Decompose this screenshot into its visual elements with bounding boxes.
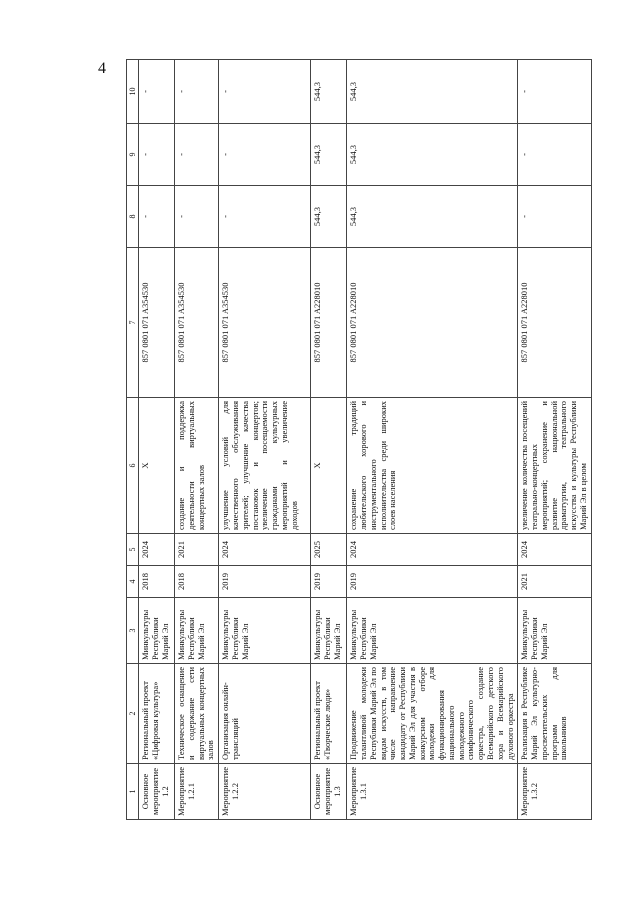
column-header: 5 bbox=[127, 534, 139, 566]
page-number: 4 bbox=[98, 60, 106, 77]
cell-code: Мероприятие 1.2.2 bbox=[219, 764, 311, 820]
cell-result: улучшение условий для качественного обслуживания зрителей; улучшение качества постановок и концертов; увеличение посещаемости гражданами культурных мероприятий и увеличение доходов bbox=[219, 398, 311, 534]
cell-code: Основное мероприятие 1.2 bbox=[139, 764, 175, 820]
cell-end-year: 2024 bbox=[518, 534, 591, 566]
cell-executor: Минкультуры Республики Марий Эл bbox=[175, 598, 219, 664]
rotated-page bbox=[126, 60, 588, 820]
cell-executor: Минкультуры Республики Марий Эл bbox=[347, 598, 518, 664]
table-row bbox=[347, 60, 518, 820]
cell-result: сохранение традиций любительского хорового и инструментального исполнительства среди широких слоев населения bbox=[347, 398, 518, 534]
cell-funding: - bbox=[175, 124, 219, 186]
cell-funding: 544,3 bbox=[347, 186, 518, 248]
cell-title: Региональный проект «Творческие люди» bbox=[311, 664, 347, 764]
cell-funding: - bbox=[219, 124, 311, 186]
cell-result: X bbox=[139, 398, 175, 534]
cell-funding: 544,3 bbox=[347, 124, 518, 186]
cell-funding: - bbox=[219, 60, 311, 124]
cell-funding: - bbox=[139, 60, 175, 124]
column-header: 6 bbox=[127, 398, 139, 534]
table-row bbox=[311, 60, 347, 820]
cell-title: Техническое оснащение и содержание сети виртуальных концертных залов bbox=[175, 664, 219, 764]
cell-executor: Минкультуры Республики Марий Эл bbox=[139, 598, 175, 664]
cell-title: Региональный проект «Цифровая культура» bbox=[139, 664, 175, 764]
cell-funding: - bbox=[139, 124, 175, 186]
table-row bbox=[139, 60, 175, 820]
cell-budget-code: 857 0801 071 A228010 bbox=[311, 248, 347, 398]
cell-funding: 544,3 bbox=[347, 60, 518, 124]
cell-result: увеличение количества посещений театрально-концертных мероприятий; сохранение и развитие национальной драматургии, театрального искусства и культуры Республики Марий Эл в целом bbox=[518, 398, 591, 534]
cell-result: создание и поддержка деятельности виртуальных концертных залов bbox=[175, 398, 219, 534]
column-header: 1 bbox=[127, 764, 139, 820]
cell-funding: 544,3 bbox=[311, 60, 347, 124]
cell-funding: - bbox=[175, 60, 219, 124]
cell-funding: - bbox=[518, 60, 591, 124]
column-header: 9 bbox=[127, 124, 139, 186]
cell-funding: - bbox=[219, 186, 311, 248]
cell-budget-code: 857 0801 071 A354530 bbox=[175, 248, 219, 398]
table-row bbox=[518, 60, 591, 820]
program-activities-table bbox=[126, 59, 592, 820]
cell-start-year: 2019 bbox=[219, 566, 311, 598]
cell-executor: Минкультуры Республики Марий Эл bbox=[518, 598, 591, 664]
cell-budget-code: 857 0801 071 A354530 bbox=[219, 248, 311, 398]
cell-end-year: 2024 bbox=[219, 534, 311, 566]
column-header: 8 bbox=[127, 186, 139, 248]
cell-executor: Минкультуры Республики Марий Эл bbox=[219, 598, 311, 664]
cell-start-year: 2019 bbox=[311, 566, 347, 598]
cell-result: X bbox=[311, 398, 347, 534]
cell-end-year: 2024 bbox=[139, 534, 175, 566]
cell-funding: - bbox=[139, 186, 175, 248]
cell-start-year: 2018 bbox=[175, 566, 219, 598]
cell-title: Организация онлайн-трансляций bbox=[219, 664, 311, 764]
cell-budget-code: 857 0801 071 A228010 bbox=[347, 248, 518, 398]
column-header: 7 bbox=[127, 248, 139, 398]
header-row bbox=[127, 60, 139, 820]
column-header: 10 bbox=[127, 60, 139, 124]
cell-budget-code: 857 0801 071 A354530 bbox=[139, 248, 175, 398]
column-header: 3 bbox=[127, 598, 139, 664]
table-row bbox=[175, 60, 219, 820]
cell-budget-code: 857 0801 071 A228010 bbox=[518, 248, 591, 398]
cell-start-year: 2021 bbox=[518, 566, 591, 598]
cell-executor: Минкультуры Республики Марий Эл bbox=[311, 598, 347, 664]
cell-code: Мероприятие 1.3.1 bbox=[347, 764, 518, 820]
cell-code: Мероприятие 1.2.1 bbox=[175, 764, 219, 820]
cell-end-year: 2025 bbox=[311, 534, 347, 566]
cell-end-year: 2024 bbox=[347, 534, 518, 566]
cell-funding: - bbox=[175, 186, 219, 248]
cell-title: Продвижение талантливой молодежи Республики Марий Эл по видам искусств, в том числе направление кандидату от Республики Марий Эл для участия в конкурсном отборе молодежи для функционирования национального молодежного симфонического оркестра, создание Всемарийского детского хора и Всемарийского духового оркестра bbox=[347, 664, 518, 764]
cell-start-year: 2018 bbox=[139, 566, 175, 598]
cell-funding: - bbox=[518, 124, 591, 186]
cell-code: Мероприятие 1.3.2 bbox=[518, 764, 591, 820]
table-row bbox=[219, 60, 311, 820]
cell-funding: 544,3 bbox=[311, 186, 347, 248]
cell-title: Реализация в Республике Марий Эл культурно-просветительских программ для школьников bbox=[518, 664, 591, 764]
column-header: 4 bbox=[127, 566, 139, 598]
column-header: 2 bbox=[127, 664, 139, 764]
cell-code: Основное мероприятие 1.3 bbox=[311, 764, 347, 820]
cell-end-year: 2021 bbox=[175, 534, 219, 566]
cell-funding: - bbox=[518, 186, 591, 248]
cell-funding: 544,3 bbox=[311, 124, 347, 186]
cell-start-year: 2019 bbox=[347, 566, 518, 598]
